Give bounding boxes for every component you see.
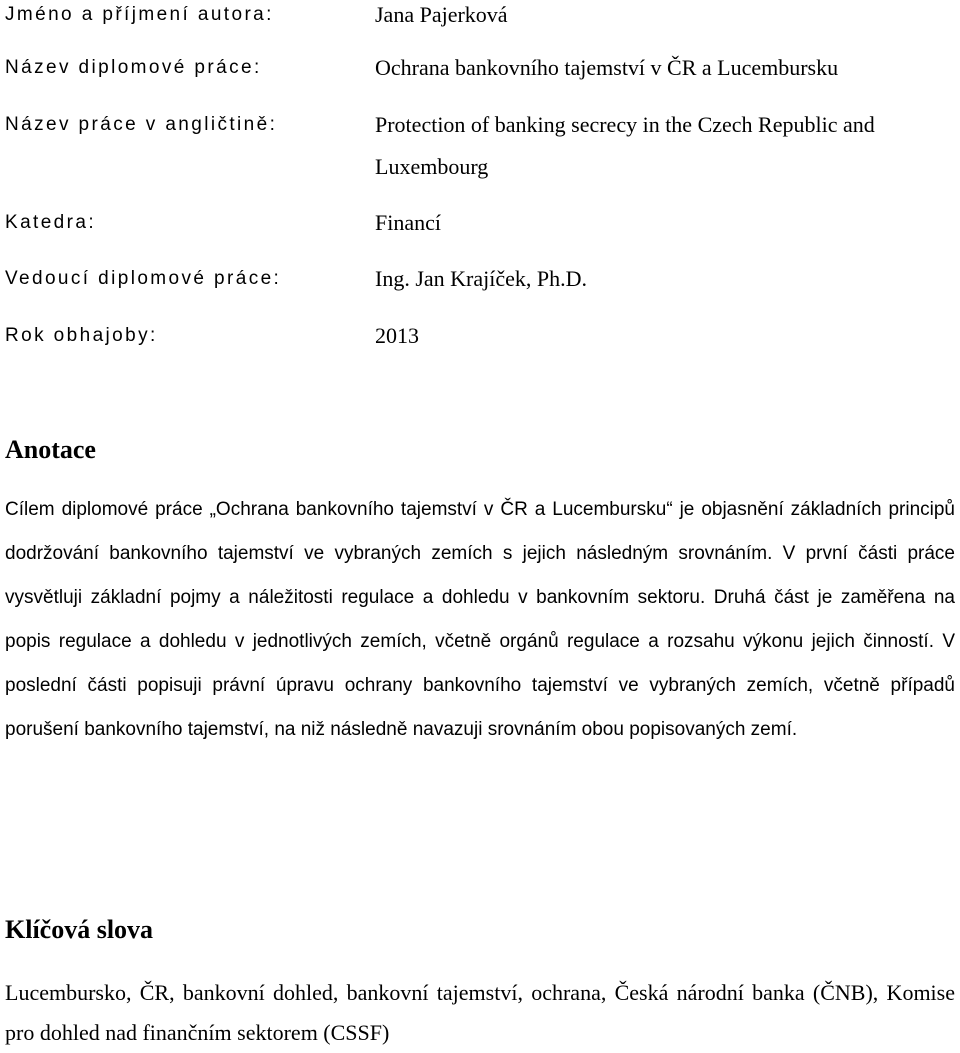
keywords-heading: Klíčová slova: [5, 915, 154, 944]
year-value: 2013: [375, 323, 419, 348]
abstract-heading: Anotace: [5, 435, 96, 464]
author-value: Jana Pajerková: [375, 2, 508, 27]
title-en-value: [375, 110, 875, 194]
title-en-label: Název práce v angličtině:: [5, 114, 278, 135]
supervisor-row: [5, 264, 955, 294]
title-value: Ochrana bankovního tajemství v ČR a Lucembursku: [375, 55, 839, 80]
supervisor-value: Ing. Jan Krajíček, Ph.D.: [375, 266, 588, 291]
keywords-text: Lucembursko, ČR, bankovní dohled, bankovní tajemství, ochrana, Česká národní banka (ČNB), Komise pro dohled nad finančním sektorem (CSSF): [5, 980, 955, 1045]
title-en-line-1: Protection of banking secrecy in the Czech Republic and: [375, 112, 875, 137]
year-label: Rok obhajoby:: [5, 325, 158, 346]
title-label: Název diplomové práce:: [5, 57, 262, 78]
title-row: [5, 53, 955, 83]
department-label: Katedra:: [5, 212, 97, 233]
year-row: [5, 321, 955, 351]
author-label: Jméno a příjmení autora:: [5, 4, 274, 25]
author-row: [5, 0, 955, 30]
department-value: Financí: [375, 210, 441, 235]
title-en-line-2: Luxembourg: [375, 154, 489, 179]
title-en-row: [5, 110, 955, 182]
department-row: [5, 208, 955, 238]
supervisor-label: Vedoucí diplomové práce:: [5, 268, 282, 289]
abstract-text: Cílem diplomové práce „Ochrana bankovního tajemství v ČR a Lucembursku“ je objasnění základních principů dodržování bankovního tajemství ve vybraných zemích s jejich následným srovnáním. V první části práce vysvětluji základní pojmy a náležitosti regulace a dohledu v bankovním sektoru. Druhá část je zaměřena na popis regulace a dohledu v jednotlivých zemích, včetně orgánů regulace a rozsahu výkonu jejich činností. V poslední části popisuji právní úpravu ochrany bankovního tajemství ve vybraných zemích, včetně případů porušení bankovního tajemství, na niž následně navazuji srovnáním obou popisovaných zemí.: [5, 499, 955, 740]
